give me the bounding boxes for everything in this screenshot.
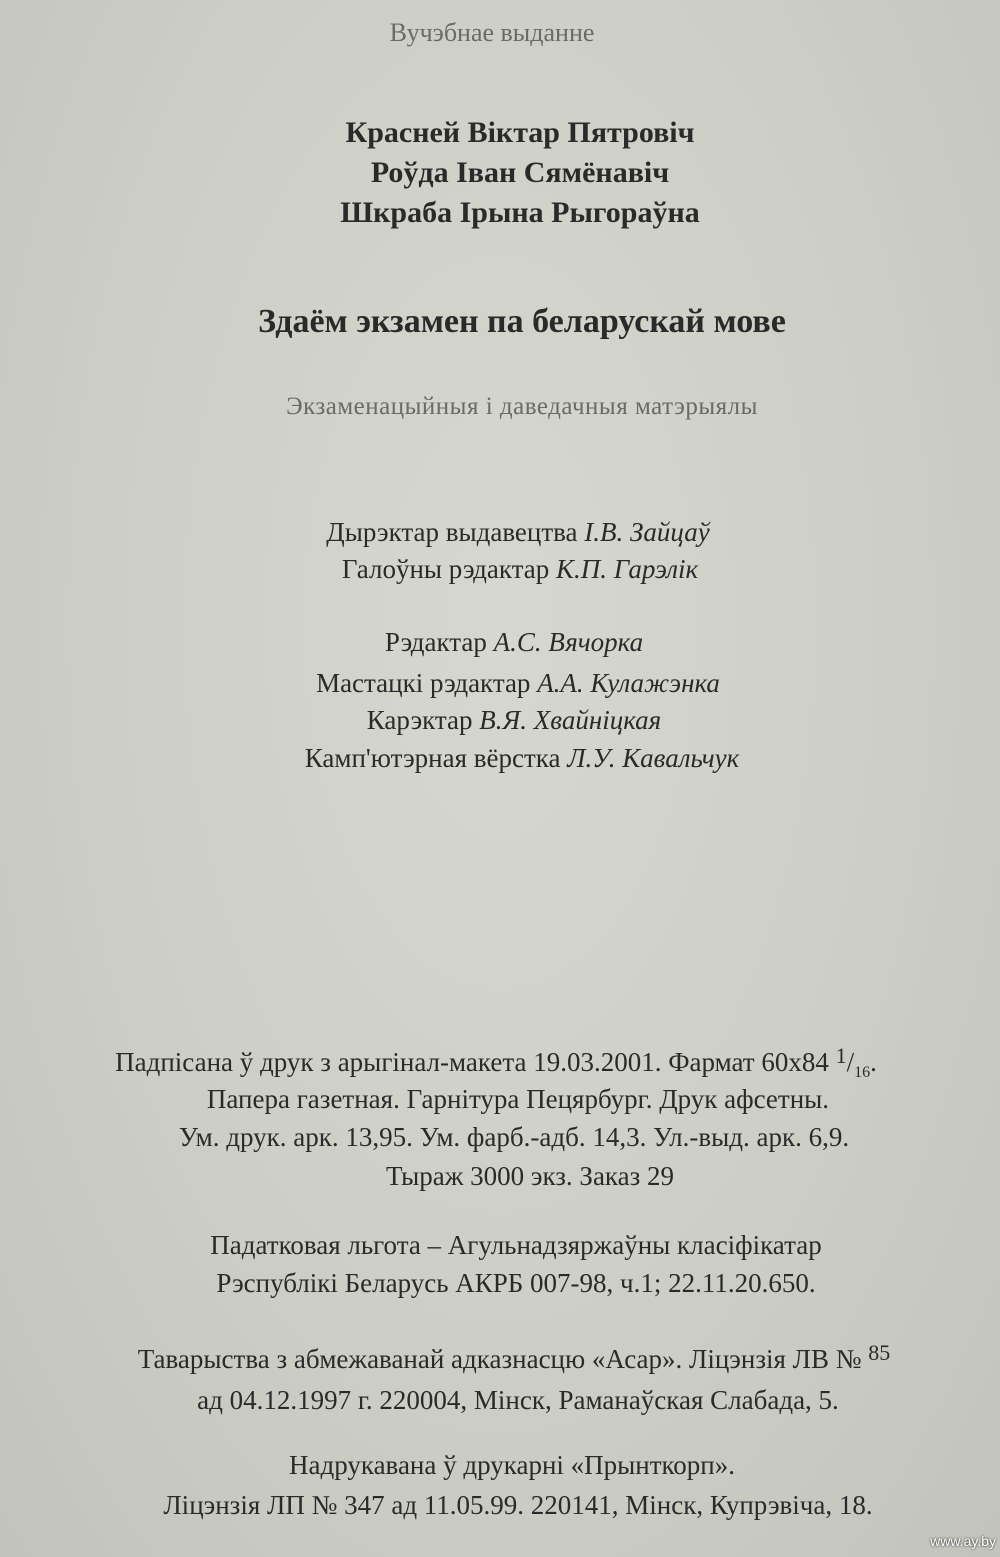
printer-name: Надрукавана ў друкарні «Прынткорп».	[289, 1450, 735, 1480]
staff-chief-editor	[20, 554, 1000, 585]
director-name: І.В. Зайцаў	[584, 517, 710, 547]
layout-name: Л.У. Кавальчук	[567, 743, 740, 773]
staff-layout	[22, 743, 1000, 774]
imprint-sheets: Ум. друк. арк. 13,95. Ум. фарб.-адб. 14,3. Ул.-выд. арк. 6,9.	[178, 1122, 850, 1152]
book-title: Здаём экзамен па беларускай мове	[258, 303, 786, 340]
corrector-role: Карэктар	[366, 705, 473, 735]
editor-role: Рэдактар	[384, 627, 487, 657]
site-watermark: www.ay.by	[930, 1533, 996, 1549]
tax-benefit-2: Рэспублікі Беларусь АКРБ 007-98, ч.1; 22.11.20.650.	[216, 1268, 816, 1298]
imprint-paper: Папера газетная. Гарнітура Пецярбург. Друк афсетны.	[206, 1084, 830, 1114]
format-fraction-separator: /	[846, 1047, 855, 1077]
book-subtitle: Экзаменацыйныя і даведачныя матэрыялы	[286, 393, 758, 420]
staff-corrector	[14, 705, 1000, 736]
imprint-circulation: Тыраж 3000 экз. Заказ 29	[385, 1161, 675, 1191]
format-fraction-end: .	[870, 1047, 877, 1077]
editor-name: А.С. Вячорка	[493, 627, 644, 657]
author-1: Красней Віктар Пятровіч	[345, 116, 695, 149]
format-fraction-numerator: 1	[835, 1043, 847, 1068]
imprint-signed-text: Падпісана ў друк з арыгінал-макета 19.03.2001. Фармат 60x84	[115, 1047, 829, 1077]
staff-editor	[14, 627, 1000, 658]
director-role: Дырэктар выдавецтва	[326, 517, 578, 547]
art-editor-name: А.А. Кулажэнка	[537, 668, 720, 698]
tax-benefit-1: Падатковая льгота – Агульнадзяржаўны класіфікатар	[210, 1230, 822, 1260]
layout-role: Камп'ютэрная вёрстка	[304, 743, 561, 773]
publisher-company	[14, 1340, 1000, 1375]
chief-editor-name: К.П. Гарэлік	[556, 554, 699, 584]
author-3: Шкраба Ірына Рыгораўна	[340, 196, 700, 229]
staff-director	[18, 517, 1000, 548]
staff-art-editor	[18, 668, 1000, 699]
imprint-signed	[0, 1043, 996, 1082]
author-2: Роўда Іван Сямёнавіч	[370, 156, 670, 189]
publisher-license-number: 85	[868, 1340, 891, 1365]
art-editor-role: Мастацкі рэдактар	[316, 668, 531, 698]
corrector-name: В.Я. Хвайніцкая	[479, 705, 662, 735]
chief-editor-role: Галоўны рэдактар	[341, 554, 550, 584]
format-fraction-denominator: 16	[854, 1064, 871, 1081]
edition-type: Вучэбнае выданне	[389, 18, 595, 47]
publisher-address: ад 04.12.1997 г. 220004, Мінск, Раманаўская Слабада, 5.	[197, 1385, 839, 1415]
printer-license: Ліцэнзія ЛП № 347 ад 11.05.99. 220141, Мінск, Купрэвіча, 18.	[163, 1490, 873, 1520]
publisher-company-text: Таварыства з абмежаванай адказнасцю «Асар». Ліцэнзія ЛВ №	[137, 1344, 862, 1374]
